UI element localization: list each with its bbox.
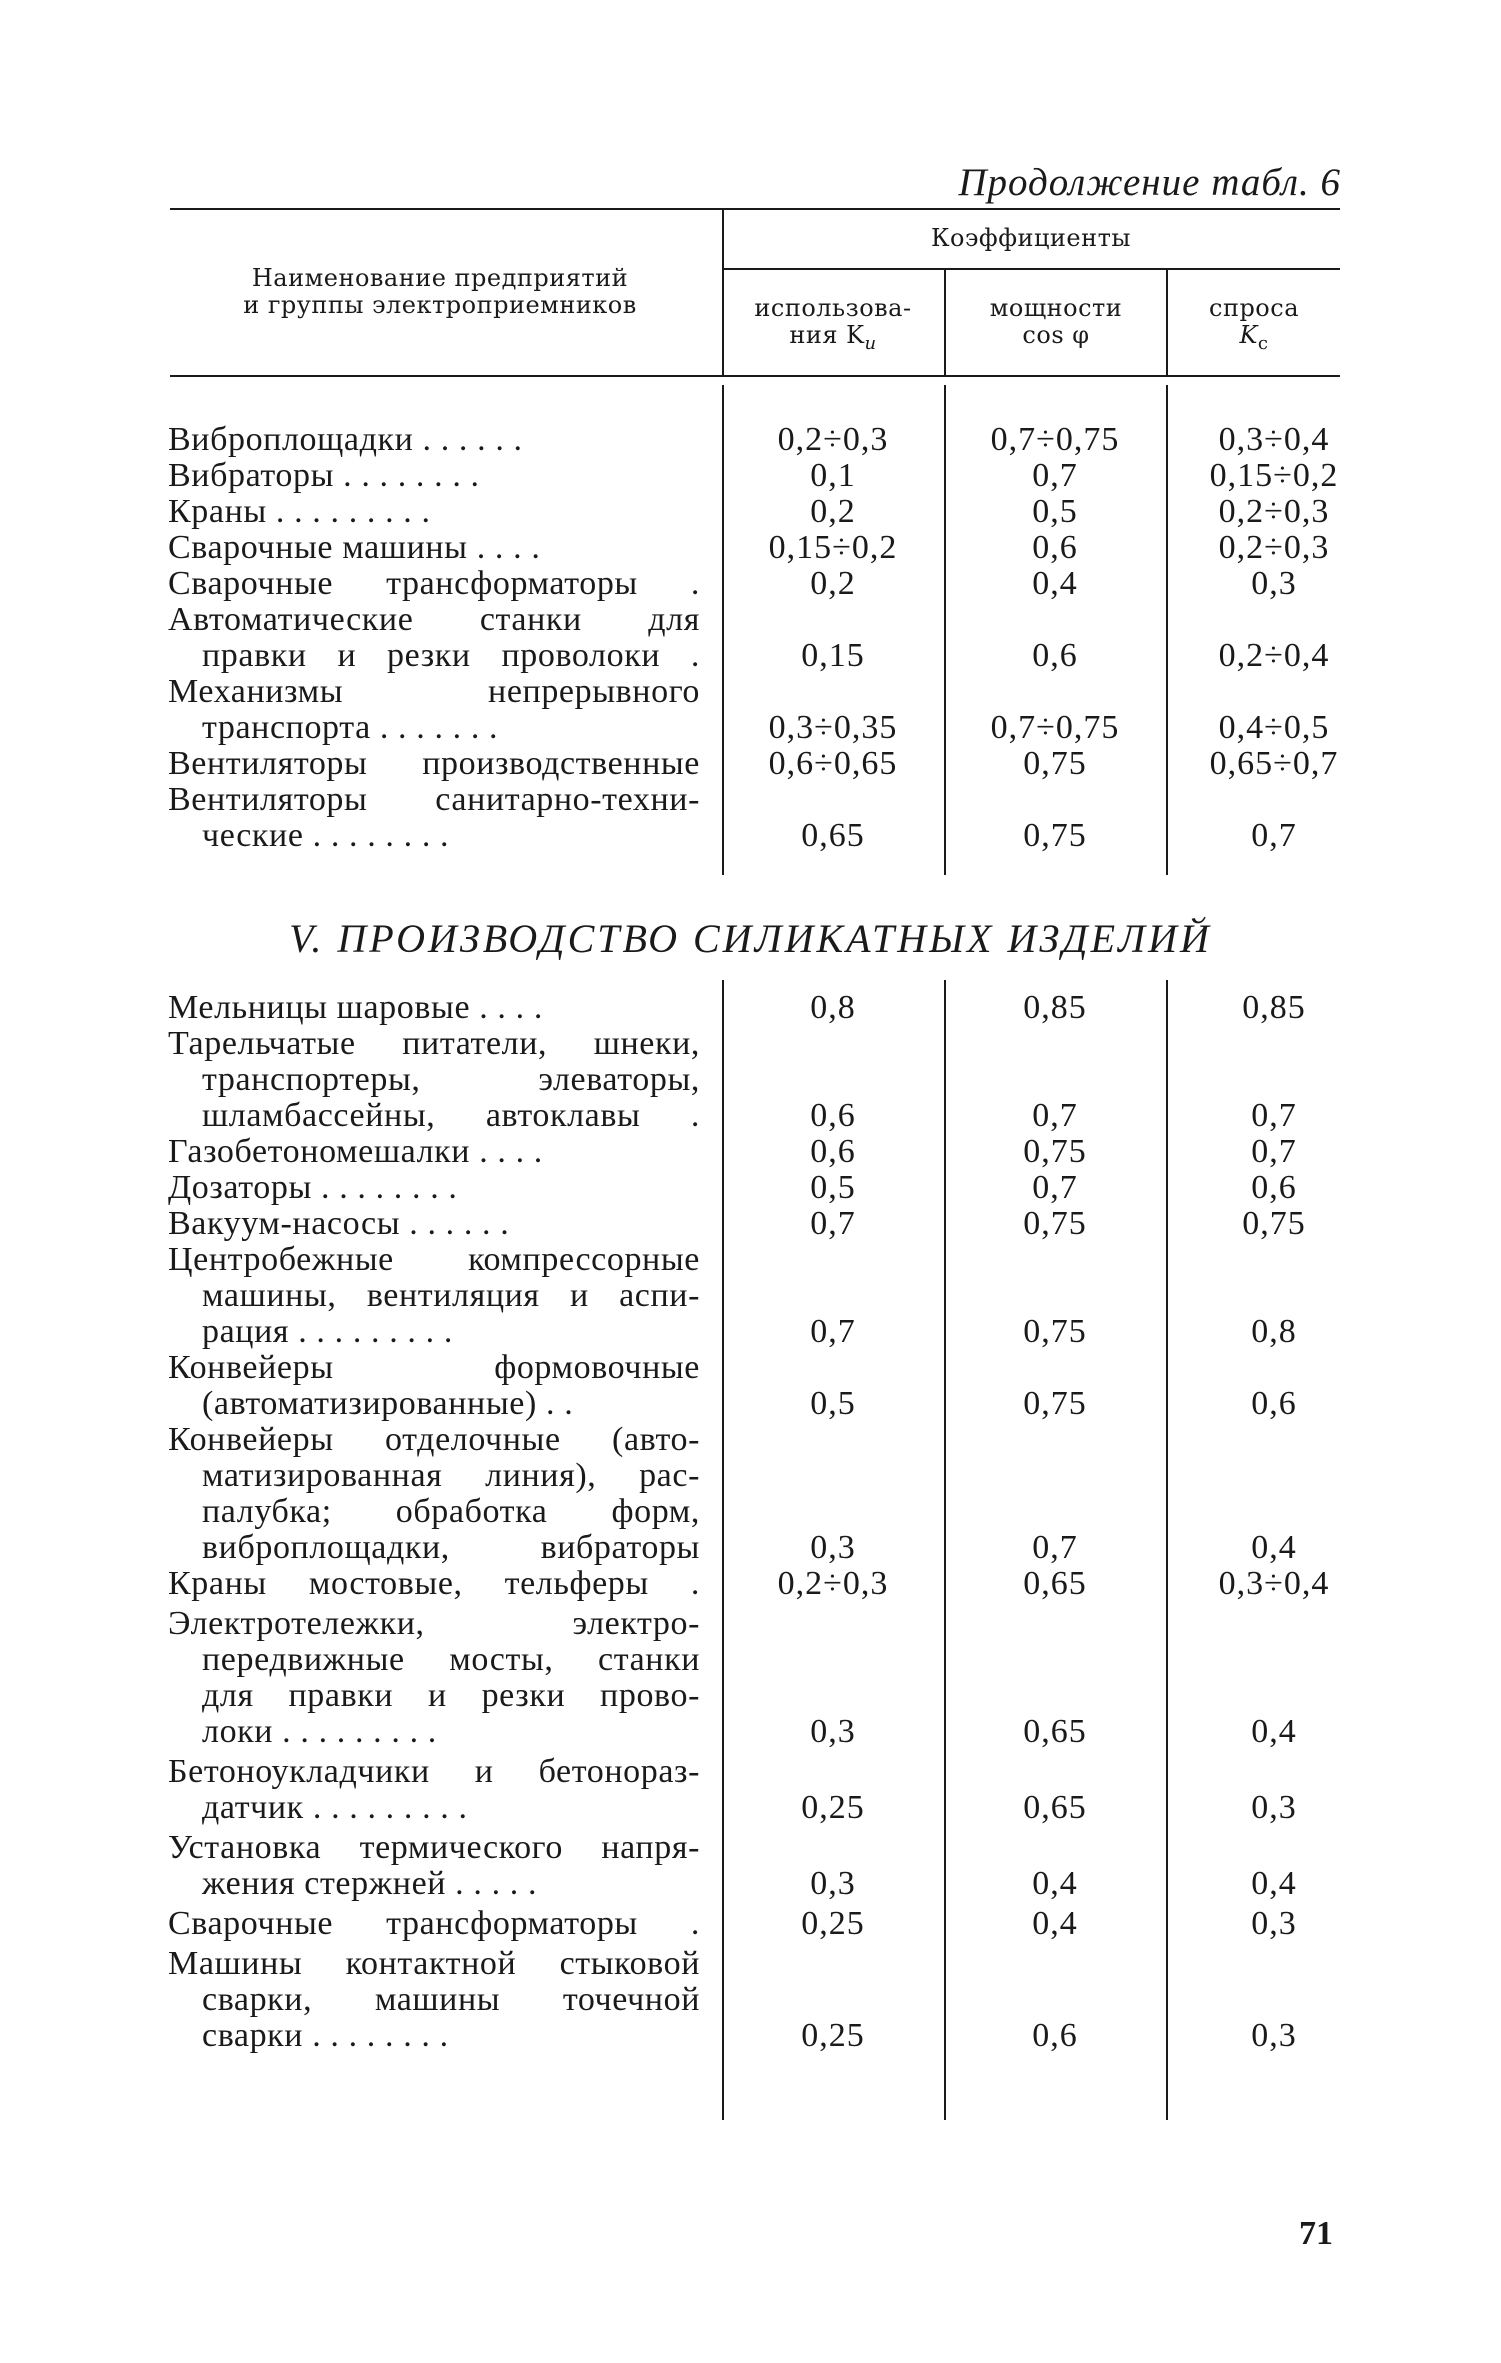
value-power: 0,7 <box>1032 1169 1078 1206</box>
value-demand: 0,2÷0,3 <box>1218 529 1330 566</box>
header-col-power-line-2: cos φ <box>1022 321 1090 349</box>
value-usage: 0,25 <box>801 1789 865 1826</box>
value-demand: 0,2÷0,3 <box>1218 493 1330 530</box>
value-demand: 0,6 <box>1251 1169 1297 1206</box>
value-demand: 0,2÷0,4 <box>1218 637 1330 674</box>
value-demand: 0,4÷0,5 <box>1218 709 1330 746</box>
value-power: 0,65 <box>1023 1565 1087 1602</box>
value-usage: 0,5 <box>810 1169 856 1206</box>
row-name <box>168 1134 700 1170</box>
value-power: 0,75 <box>1023 1313 1087 1350</box>
row-name-line: Центробежные компрессорные <box>168 1241 700 1278</box>
header-coefficients-label: Коэффициенты <box>930 224 1132 252</box>
value-power: 0,75 <box>1023 745 1087 782</box>
row-name-line: правки и резки проволоки . <box>202 637 700 674</box>
value-power: 0,6 <box>1032 637 1078 674</box>
value-demand: 0,3÷0,4 <box>1218 1565 1330 1602</box>
value-demand: 0,4 <box>1251 1865 1297 1902</box>
value-usage: 0,7 <box>810 1313 856 1350</box>
section-title: V. ПРОИЗВОДСТВО СИЛИКАТНЫХ ИЗДЕЛИЙ <box>289 916 1212 961</box>
value-demand: 0,65÷0,7 <box>1209 745 1339 782</box>
row-name-line: ческие . . . . . . . . <box>202 817 450 854</box>
row-name-line: транспорта . . . . . . . <box>202 709 499 746</box>
row-name <box>168 530 700 566</box>
row-name-line: транспортеры, элеваторы, <box>202 1061 700 1098</box>
row-name <box>168 674 700 746</box>
row-name <box>168 1026 700 1134</box>
value-demand: 0,8 <box>1251 1313 1297 1350</box>
row-name-line: Бетоноукладчики и бетонораз- <box>168 1753 700 1790</box>
row-name-line: (автоматизированные) . . <box>202 1385 574 1422</box>
value-usage: 0,3 <box>810 1529 856 1566</box>
row-name-line: Конвейеры формовочные <box>168 1349 700 1386</box>
row-name-line: машины, вентиляция и аспи- <box>202 1277 700 1314</box>
row-name-line: Краны мостовые, тельферы . <box>168 1565 700 1602</box>
table-continuation-caption: Продолжение табл. 6 <box>958 161 1341 204</box>
value-power: 0,7 <box>1032 457 1078 494</box>
value-demand: 0,75 <box>1242 1205 1306 1242</box>
header-divider-1 <box>722 210 724 375</box>
row-name <box>168 1606 700 1750</box>
row-name-line: Конвейеры отделочные (авто- <box>168 1421 700 1458</box>
value-power: 0,6 <box>1032 529 1078 566</box>
header-bottom-rule <box>170 375 1340 377</box>
value-power: 0,5 <box>1032 493 1078 530</box>
value-usage: 0,25 <box>801 2017 865 2054</box>
value-power: 0,75 <box>1023 817 1087 854</box>
row-name-line: для правки и резки прово- <box>202 1677 700 1714</box>
value-demand: 0,85 <box>1242 989 1306 1026</box>
value-demand: 0,15÷0,2 <box>1209 457 1339 494</box>
value-demand: 0,7 <box>1251 817 1297 854</box>
row-name-line: Сварочные трансформаторы . <box>168 565 700 602</box>
row-name <box>168 1242 700 1350</box>
row-name-line: палубка; обработка форм, <box>202 1493 700 1530</box>
value-usage: 0,2 <box>810 493 856 530</box>
row-name-line: локи . . . . . . . . . <box>202 1713 437 1750</box>
value-demand: 0,3 <box>1251 1789 1297 1826</box>
value-usage: 0,3 <box>810 1713 856 1750</box>
value-power: 0,85 <box>1023 989 1087 1026</box>
value-usage: 0,15÷0,2 <box>768 529 898 566</box>
row-name <box>168 746 700 782</box>
row-name-line: рация . . . . . . . . . <box>202 1313 453 1350</box>
value-usage: 0,65 <box>801 817 865 854</box>
header-name-line-1: Наименование предприятий <box>251 264 629 292</box>
row-name <box>168 566 700 602</box>
page-number: 71 <box>1299 2215 1333 2252</box>
row-name-line: Тарельчатые питатели, шнеки, <box>168 1025 700 1062</box>
value-usage: 0,3 <box>810 1865 856 1902</box>
header-col-demand-subscript: с <box>1257 333 1269 354</box>
value-demand: 0,6 <box>1251 1385 1297 1422</box>
table-top-rule <box>170 208 1340 210</box>
header-name-column <box>170 265 710 319</box>
header-col-demand-line-1: спроса <box>1209 294 1299 322</box>
value-power: 0,65 <box>1023 1789 1087 1826</box>
row-name-line: передвижные мосты, станки <box>202 1641 700 1678</box>
header-col-usage-line-1: использова- <box>754 294 912 322</box>
value-power: 0,75 <box>1023 1385 1087 1422</box>
value-power: 0,7 <box>1032 1529 1078 1566</box>
row-name <box>168 782 700 854</box>
value-usage: 0,15 <box>801 637 865 674</box>
value-demand: 0,3÷0,4 <box>1218 421 1330 458</box>
row-name-line: шламбассейны, автоклавы . <box>202 1097 700 1134</box>
value-usage: 0,1 <box>810 457 856 494</box>
header-divider-2 <box>944 270 946 375</box>
value-usage: 0,2÷0,3 <box>777 1565 889 1602</box>
row-name <box>168 1830 700 1902</box>
row-name <box>168 1946 700 2054</box>
row-name-line: Виброплощадки . . . . . . <box>168 421 523 458</box>
row-name-line: виброплощадки, вибраторы <box>202 1529 700 1566</box>
coef-group-rule <box>722 268 1340 270</box>
row-name-line: Вентиляторы производственные <box>168 745 700 782</box>
value-usage: 0,2÷0,3 <box>777 421 889 458</box>
value-power: 0,7÷0,75 <box>990 709 1120 746</box>
value-demand: 0,4 <box>1251 1713 1297 1750</box>
header-col-usage-line-2: ния K <box>789 321 865 349</box>
row-name <box>168 1906 700 1942</box>
row-name-line: Машины контактной стыковой <box>168 1945 700 1982</box>
value-power: 0,6 <box>1032 2017 1078 2054</box>
row-name-line: Вакуум-насосы . . . . . . <box>168 1205 510 1242</box>
row-name-line: сварки, машины точечной <box>202 1981 700 2018</box>
value-usage: 0,2 <box>810 565 856 602</box>
value-usage: 0,6 <box>810 1097 856 1134</box>
value-power: 0,75 <box>1023 1133 1087 1170</box>
row-name-line: матизированная линия), рас- <box>202 1457 700 1494</box>
header-name-line-2: и группы электроприемников <box>243 291 637 319</box>
value-demand: 0,4 <box>1251 1529 1297 1566</box>
row-name <box>168 1170 700 1206</box>
row-name <box>168 1206 700 1242</box>
row-name-line: Сварочные трансформаторы . <box>168 1905 700 1942</box>
header-col-usage <box>722 295 944 357</box>
value-usage: 0,25 <box>801 1905 865 1942</box>
row-name-line: Краны . . . . . . . . . <box>168 493 431 530</box>
row-name <box>168 1754 700 1826</box>
row-name-line: сварки . . . . . . . . <box>202 2017 449 2054</box>
row-name-line: Механизмы непрерывного <box>168 673 700 710</box>
row-name <box>168 422 700 458</box>
row-name-line: Сварочные машины . . . . <box>168 529 541 566</box>
row-name <box>168 1566 700 1602</box>
value-demand: 0,3 <box>1251 565 1297 602</box>
value-demand: 0,3 <box>1251 2017 1297 2054</box>
row-name-line: жения стержней . . . . . <box>202 1865 538 1902</box>
row-name-line: Вентиляторы санитарно-техни- <box>168 781 700 818</box>
value-demand: 0,3 <box>1251 1905 1297 1942</box>
row-name <box>168 1422 700 1566</box>
value-demand: 0,7 <box>1251 1097 1297 1134</box>
row-name-line: Мельницы шаровые . . . . <box>168 989 543 1026</box>
value-power: 0,7÷0,75 <box>990 421 1120 458</box>
header-col-power-line-1: мощности <box>989 294 1123 322</box>
header-col-demand-symbol: K <box>1239 321 1258 349</box>
value-power: 0,4 <box>1032 1905 1078 1942</box>
value-usage: 0,6÷0,65 <box>768 745 898 782</box>
row-name <box>168 1350 700 1422</box>
value-usage: 0,3÷0,35 <box>768 709 898 746</box>
row-name <box>168 458 700 494</box>
row-name-line: Установка термического напря- <box>168 1829 700 1866</box>
header-coefficients <box>722 225 1340 252</box>
value-power: 0,4 <box>1032 565 1078 602</box>
value-usage: 0,8 <box>810 989 856 1026</box>
row-name-line: Электротележки, электро- <box>168 1605 700 1642</box>
header-col-demand <box>1168 295 1340 357</box>
value-demand: 0,7 <box>1251 1133 1297 1170</box>
value-power: 0,7 <box>1032 1097 1078 1134</box>
row-name <box>168 990 700 1026</box>
header-divider-3 <box>1166 270 1168 375</box>
row-name-line: Автоматические станки для <box>168 601 700 638</box>
row-name-line: датчик . . . . . . . . . <box>202 1789 468 1826</box>
value-power: 0,4 <box>1032 1865 1078 1902</box>
value-usage: 0,5 <box>810 1385 856 1422</box>
header-col-power <box>946 295 1166 349</box>
header-col-usage-subscript: и <box>864 333 877 354</box>
value-power: 0,75 <box>1023 1205 1087 1242</box>
value-usage: 0,7 <box>810 1205 856 1242</box>
row-name-line: Дозаторы . . . . . . . . <box>168 1169 458 1206</box>
row-name-line: Газобетономешалки . . . . <box>168 1133 543 1170</box>
row-name <box>168 494 700 530</box>
row-name-line: Вибраторы . . . . . . . . <box>168 457 480 494</box>
value-usage: 0,6 <box>810 1133 856 1170</box>
value-power: 0,65 <box>1023 1713 1087 1750</box>
row-name <box>168 602 700 674</box>
